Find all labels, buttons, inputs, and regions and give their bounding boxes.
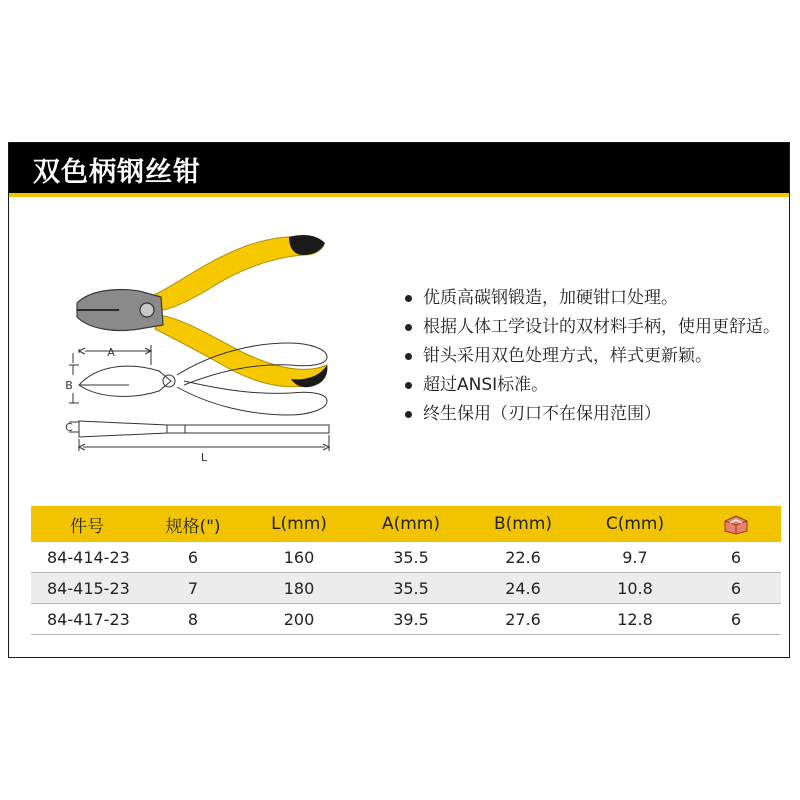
cell-a: 35.5 <box>355 573 467 604</box>
feature-text: 钳头采用双色处理方式，样式更新颖。 <box>423 346 712 366</box>
cell-c: 10.8 <box>579 573 691 604</box>
header-part-no: 件号 <box>31 506 143 542</box>
table-row <box>31 573 781 604</box>
feature-text: 超过ANSI标准。 <box>423 375 549 395</box>
table-row <box>31 604 781 635</box>
cell-l: 200 <box>243 604 355 635</box>
cell-a: 35.5 <box>355 542 467 573</box>
header-size: 规格(") <box>143 506 243 542</box>
feature-text: 优质高碳钢锻造，加硬钳口处理。 <box>423 288 678 308</box>
feature-list <box>401 285 781 430</box>
cell-c: 9.7 <box>579 542 691 573</box>
bullet-icon <box>405 411 412 418</box>
feature-text: 根据人体工学设计的双材料手柄，使用更舒适。 <box>423 317 780 337</box>
product-title: 双色柄钢丝钳 <box>33 157 201 188</box>
header-box <box>691 506 781 542</box>
cell-b: 24.6 <box>467 573 579 604</box>
header-l: L(mm) <box>243 506 355 542</box>
cell-box-qty: 6 <box>691 573 781 604</box>
feature-item <box>401 401 781 427</box>
header-c: C(mm) <box>579 506 691 542</box>
cell-c: 12.8 <box>579 604 691 635</box>
cell-box-qty: 6 <box>691 604 781 635</box>
bullet-icon <box>405 382 412 389</box>
bullet-icon <box>405 324 412 331</box>
dim-label-a: A <box>107 346 115 359</box>
pliers-photo <box>77 235 327 387</box>
cell-size: 7 <box>143 573 243 604</box>
table-row <box>31 542 781 573</box>
carton-box-icon <box>722 513 750 535</box>
cell-b: 27.6 <box>467 604 579 635</box>
bullet-icon <box>405 353 412 360</box>
title-bar <box>9 143 789 197</box>
product-card <box>8 142 790 658</box>
dim-label-b: B <box>65 379 73 392</box>
feature-item <box>401 314 781 340</box>
feature-item <box>401 285 781 311</box>
dimension-drawing <box>69 343 329 451</box>
cell-part-no: 84-415-23 <box>31 573 143 604</box>
cell-b: 22.6 <box>467 542 579 573</box>
cell-a: 39.5 <box>355 604 467 635</box>
bullet-icon <box>405 295 412 302</box>
feature-item <box>401 372 781 398</box>
header-a: A(mm) <box>355 506 467 542</box>
table-header-row <box>31 506 781 542</box>
cell-size: 8 <box>143 604 243 635</box>
spec-table <box>31 506 781 635</box>
cell-box-qty: 6 <box>691 542 781 573</box>
cell-size: 6 <box>143 542 243 573</box>
header-b: B(mm) <box>467 506 579 542</box>
feature-text: 终生保用（刃口不在保用范围） <box>423 404 661 424</box>
feature-item <box>401 343 781 369</box>
cell-part-no: 84-417-23 <box>31 604 143 635</box>
cell-part-no: 84-414-23 <box>31 542 143 573</box>
dim-label-c: C <box>65 421 73 434</box>
cell-l: 160 <box>243 542 355 573</box>
cell-l: 180 <box>243 573 355 604</box>
pliers-illustration <box>59 225 339 475</box>
dim-label-l: L <box>200 451 208 464</box>
